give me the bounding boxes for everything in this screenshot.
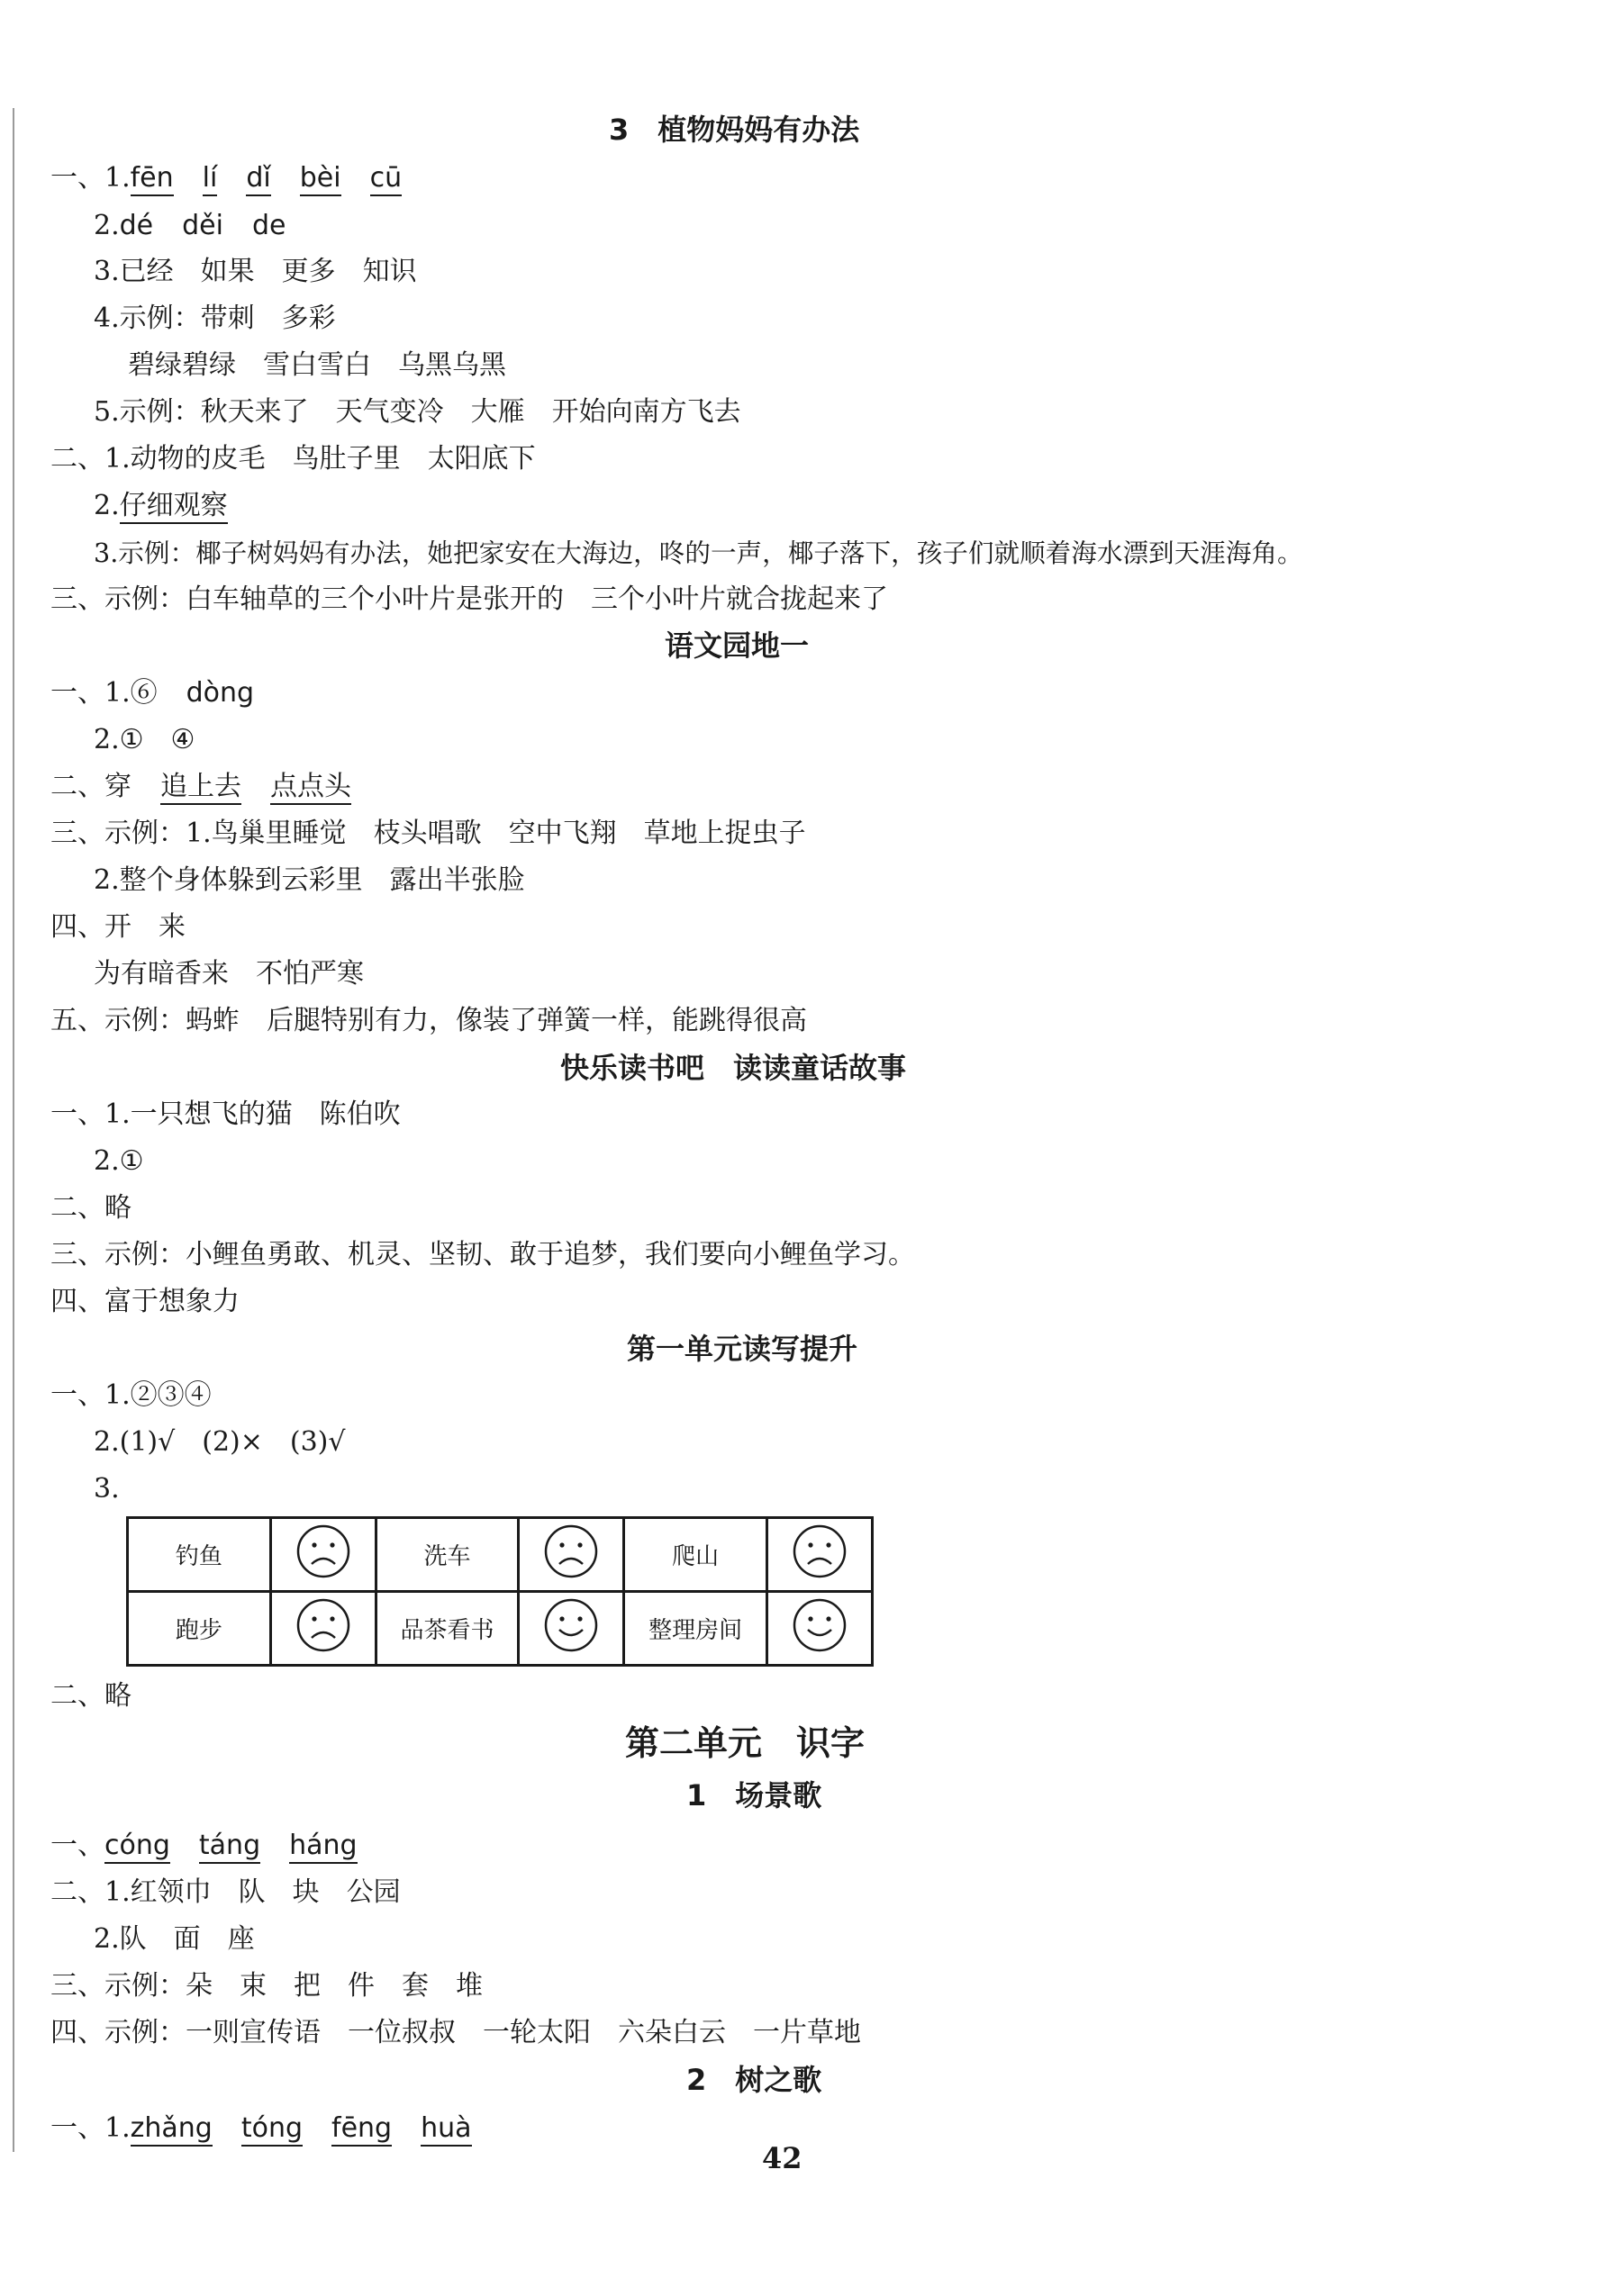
sad-face-icon [295,1597,351,1653]
s1-line-8-prefix: 2. [94,490,120,521]
underlined-answer: 追上去 [160,771,241,805]
s4-line-4: 二、略 [50,1680,131,1712]
s1-line-1-prefix: 一、1. [50,162,131,194]
activity-label: 品茶看书 [376,1592,519,1666]
pinyin-answer: de [251,210,286,241]
s1-line-6: 5.示例：秋天来了 天气变冷 大雁 开始向南方飞去 [94,396,741,428]
pinyin-answer: fēn [131,162,174,196]
pinyin-answer: háng [289,1830,357,1864]
s3-line-1: 一、1.一只想飞的猫 陈伯吹 [50,1098,401,1130]
activity-label: 洗车 [376,1518,519,1592]
smile-face-icon [792,1597,848,1653]
activity-label: 爬山 [624,1518,767,1592]
s3-line-2: 2.① [94,1145,144,1177]
activity-label: 整理房间 [624,1592,767,1666]
s2-line-1-prefix: 一、1.⑥ [50,677,158,709]
activity-face-table [126,1516,874,1667]
s3-line-3: 二、略 [50,1192,131,1224]
pinyin-answer: huà [421,2112,471,2147]
s6-line-1-prefix: 一、1. [50,2112,131,2144]
s2-line-5: 2.整个身体躲到云彩里 露出半张脸 [94,864,525,896]
s1-line-10: 三、示例：白车轴草的三个小叶片是张开的 三个小叶片就合拢起来了 [50,583,888,615]
pinyin-answer: dǐ [246,162,270,196]
pinyin-answer: zhǎng [131,2112,213,2147]
s2-line-3 [50,769,351,805]
underlined-answer: 点点头 [270,771,351,805]
face-cell [767,1592,873,1666]
table-row [128,1592,873,1666]
section-title-unit1-writing: 第一单元读写提升 [627,1332,858,1366]
face-cell [519,1592,624,1666]
s4-line-3: 3. [94,1473,120,1505]
face-cell [519,1518,624,1592]
s1-line-2-prefix: 2. [94,210,120,241]
face-cell [767,1518,873,1592]
s5-line-1 [50,1828,358,1864]
s2-line-1 [50,675,254,711]
face-cell [270,1592,376,1666]
sad-face-icon [792,1523,848,1579]
pinyin-answer: cóng [104,1830,170,1864]
s3-line-5: 四、富于想象力 [50,1286,240,1317]
s2-line-2: 2.① ④ [94,724,195,755]
activity-label: 钓鱼 [128,1518,271,1592]
page-number: 42 [762,2141,802,2175]
s1-line-7: 二、1.动物的皮毛 鸟肚子里 太阳底下 [50,443,536,475]
table-row [128,1518,873,1592]
pinyin-answer: fēng [331,2112,392,2147]
s2-line-3-prefix: 二、穿 [50,771,131,802]
sad-face-icon [543,1523,599,1579]
section-title-scene-song: 1 场景歌 [686,1778,822,1812]
s5-line-5: 四、示例：一则宣传语 一位叔叔 一轮太阳 六朵白云 一片草地 [50,2017,861,2048]
s4-line-1: 一、1.②③④ [50,1379,212,1411]
s5-line-3: 2.队 面 座 [94,1923,255,1955]
s1-line-3: 3.已经 如果 更多 知识 [94,256,417,287]
pinyin-answer: bèi [300,162,341,196]
pinyin-answer: tóng [241,2112,303,2147]
s1-line-2 [94,208,286,244]
s1-line-5: 碧绿碧绿 雪白雪白 乌黑乌黑 [128,349,506,381]
s1-line-1 [50,160,402,196]
s2-line-8: 五、示例：蚂蚱 后腿特别有力，像装了弹簧一样，能跳得很高 [50,1005,807,1036]
pinyin-answer: lí [203,162,218,196]
sad-face-icon [295,1523,351,1579]
face-cell [270,1518,376,1592]
s2-line-7: 为有暗香来 不怕严寒 [94,958,364,990]
pinyin-answer: dòng [186,677,255,709]
activity-label: 跑步 [128,1592,271,1666]
s3-line-4: 三、示例：小鲤鱼勇敢、机灵、坚韧、敢于追梦，我们要向小鲤鱼学习。 [50,1239,915,1270]
s1-line-8 [94,488,228,524]
unit-title-unit2: 第二单元 识字 [625,1723,866,1763]
s4-line-2: 2.(1)√ (2)× (3)√ [94,1426,346,1458]
s2-line-6: 四、开 来 [50,911,186,943]
underlined-answer: 仔细观察 [120,490,228,524]
s2-line-4: 三、示例：1.鸟巢里睡觉 枝头唱歌 空中飞翔 草地上捉虫子 [50,818,806,849]
s1-line-9: 3.示例：椰子树妈妈有办法，她把家安在大海边，咚的一声，椰子落下，孩子们就顺着海水漂到天涯海角。 [94,538,1303,568]
section-title-reading: 快乐读书吧 读读童话故事 [560,1051,907,1085]
pinyin-answer: cū [370,162,403,196]
smile-face-icon [543,1597,599,1653]
s1-line-4: 4.示例：带刺 多彩 [94,303,336,334]
pinyin-answer: děi [182,210,223,241]
pinyin-answer: dé [119,210,154,241]
s5-line-1-prefix: 一、 [50,1830,104,1861]
pinyin-answer: táng [199,1830,260,1864]
section-title-plant-mother: 3 植物妈妈有办法 [609,113,860,147]
section-title-tree-song: 2 树之歌 [686,2063,822,2097]
section-title-garden: 语文园地一 [665,628,810,663]
s5-line-2: 二、1.红领巾 队 块 公园 [50,1876,401,1908]
s5-line-4: 三、示例：朵 束 把 件 套 堆 [50,1970,483,2002]
s6-line-1 [50,2111,472,2147]
